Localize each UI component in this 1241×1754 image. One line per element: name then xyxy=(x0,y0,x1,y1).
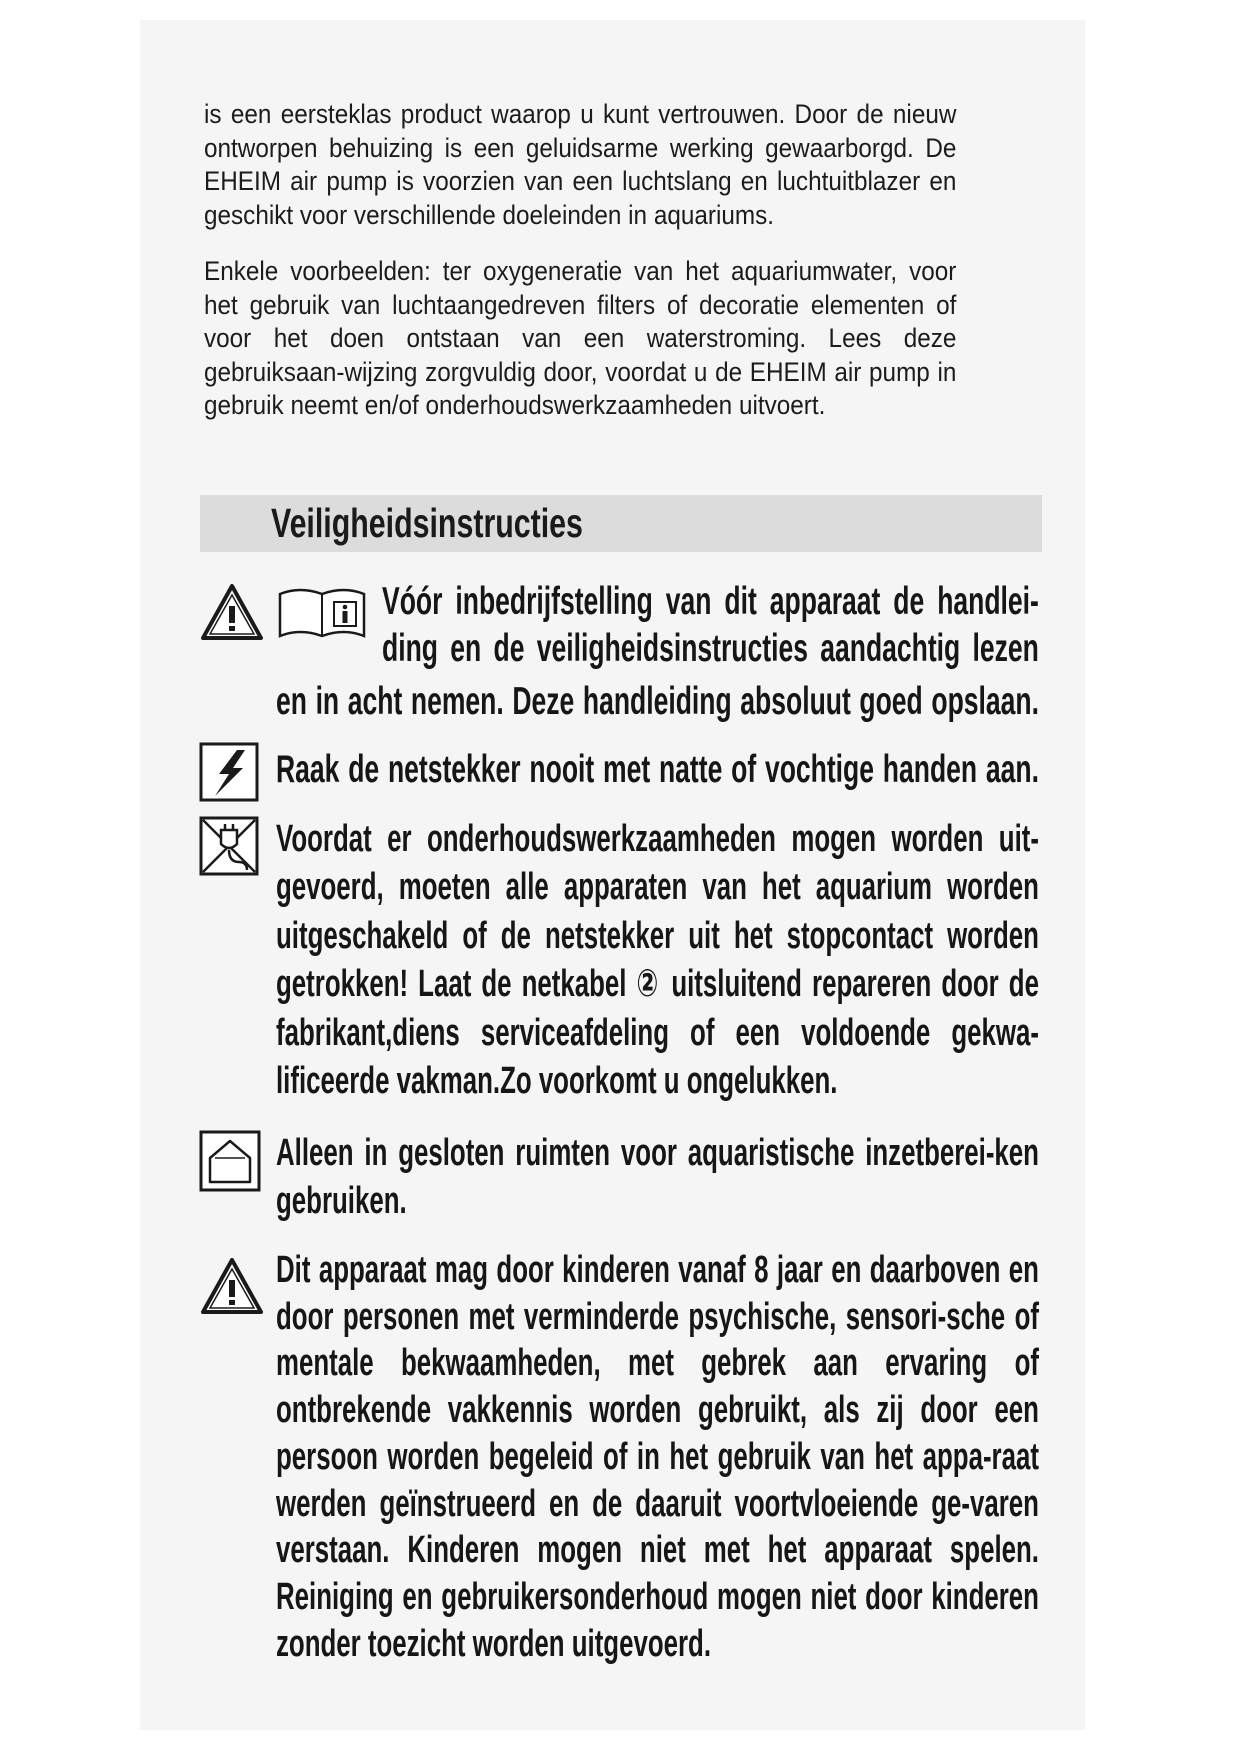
instruction-read-manual-lead: Vóór inbedrijfstelling van dit apparaat de handlei-ding en de veiligheidsinstructies aandachtig lezen xyxy=(382,580,1039,670)
manual-info-icon xyxy=(276,584,368,642)
instruction-wet-hands: Raak de netstekker nooit met natte of vochtige handen aan. xyxy=(276,748,1039,791)
intro-paragraph: is een eersteklas product waarop u kunt vertrouwen. Door de nieuw ontworpen behuizing is een geluidsarme werking gewaarborgd. De EHEIM air pump is voorzien van een luchtslang en luchtuitblazer en geschikt voor verschillende doeleinden in aquariums. xyxy=(204,99,957,230)
warning-triangle-icon xyxy=(199,582,265,642)
warning-triangle-icon xyxy=(199,1256,265,1316)
electric-plug-icon xyxy=(199,742,259,802)
indoor-house-icon xyxy=(199,1130,261,1192)
instruction-indoor-use: Alleen in gesloten ruimten voor aquaristische inzetberei-ken gebruiken. xyxy=(276,1132,1039,1222)
section-title: Veiligheidsinstructies xyxy=(271,500,583,546)
instruction-children-supervision: Dit apparaat mag door kinderen vanaf 8 jaar en daarboven en door personen met verminderde psychische, sensori-sche of mentale bekwaamheden, met gebrek aan ervaring of ontbrekende vakkennis worden gebruikt, als zij door een persoon worden begeleid of in het gebruik van het appa-raat werden geïnstrueerd en de daaruit voortvloeiende ge-varen verstaan. Kinderen mogen niet met het apparaat spelen. Reiniging en gebruikersonderhoud mogen niet door kinderen zonder toezicht worden uitgevoerd. xyxy=(276,1249,1039,1665)
instruction-read-manual-rest: en in acht nemen. Deze handleiding absoluut goed opslaan. xyxy=(276,680,1039,723)
unplug-icon xyxy=(199,816,259,876)
instruction-disconnect-before-maintenance: Voordat er onderhoudswerkzaamheden mogen worden uit-gevoerd, moeten alle apparaten van het aquarium worden uitgeschakeld of de netstekker uit het stopcontact worden getrokken! Laat de netkabel ② uitsluitend repareren door de fabrikant,diens serviceafdeling of een voldoende gekwa-lificeerde vakman.Zo voorkomt u ongelukken. xyxy=(276,818,1039,1103)
section-heading-bar xyxy=(200,495,1042,552)
intro-paragraph-examples: Enkele voorbeelden: ter oxygeneratie van het aquariumwater, voor het gebruik van luchtaangedreven filters of decoratie elementen of voor het doen ontstaan van een waterstroming. Lees deze gebruiksaan-wijzing zorgvuldig door, voordat u de EHEIM air pump in gebruik neemt en/of onderhoudswerkzaamheden uitvoert. xyxy=(204,256,957,420)
